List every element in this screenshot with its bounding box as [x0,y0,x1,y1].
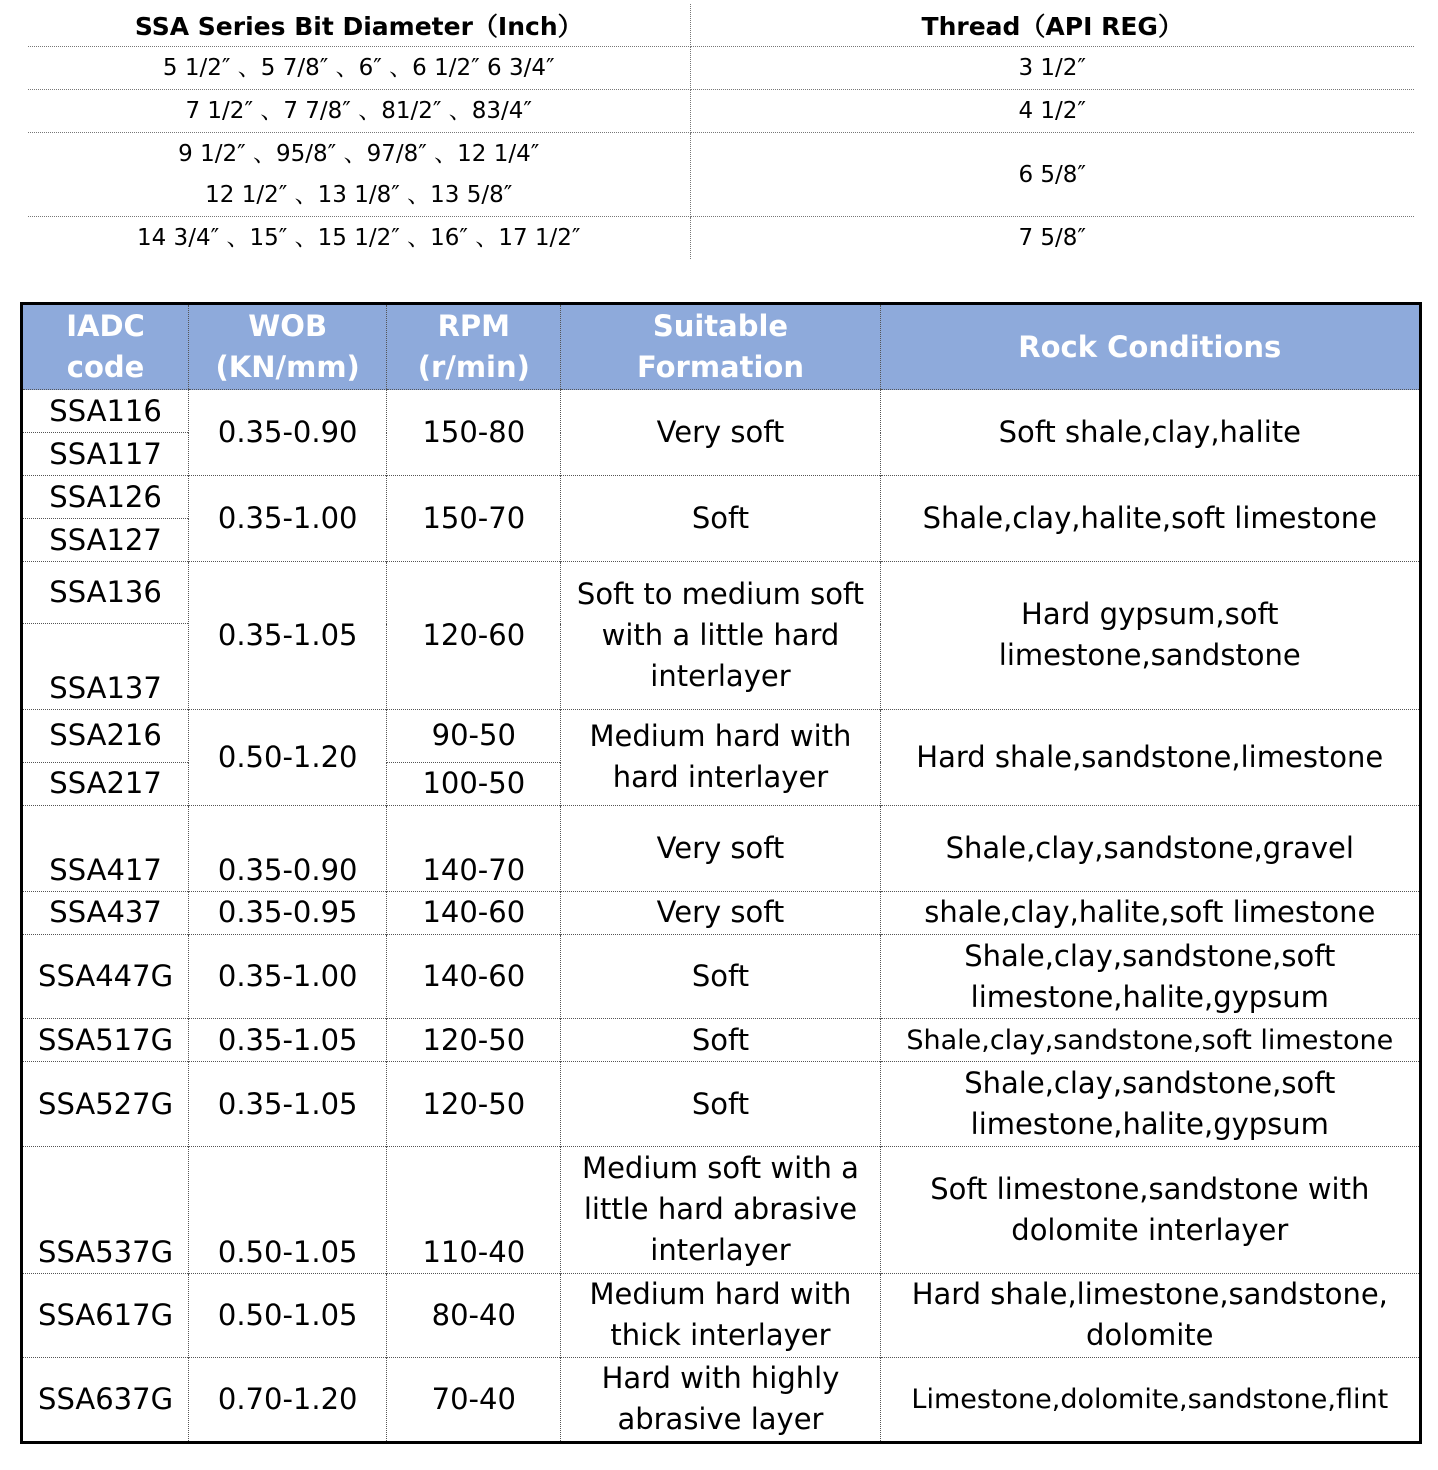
rock-conditions-cell: Hard shale,limestone,sandstone, dolomite [880,1273,1420,1357]
bit-diameter-cell: 14 3/4″ 、15″ 、15 1/2″ 、16″ 、17 1/2″ [28,217,690,260]
rpm-cell: 140-70 [387,805,561,891]
table-row [28,133,1414,217]
iadc-code-cell: SSA417 [22,805,189,891]
rpm-cell: 120-50 [387,1019,561,1062]
iadc-code-cell: SSA216 [22,709,189,762]
rock-conditions-cell: shale,clay,halite,soft limestone [880,891,1420,934]
iadc-code-cell: SSA517G [22,1019,189,1062]
thread-cell: 4 1/2″ [690,90,1414,133]
wob-cell: 0.70-1.20 [189,1357,387,1442]
rpm-cell: 120-50 [387,1062,561,1147]
wob-cell: 0.35-1.00 [189,476,387,562]
header-bit-diameter: SSA Series Bit Diameter（Inch） [28,4,690,47]
bit-diameter-cell: 5 1/2″ 、5 7/8″ 、6″ 、6 1/2″ 6 3/4″ [28,47,690,90]
formation-cell: Medium hard with hard interlayer [561,709,880,805]
rock-conditions-cell: Shale,clay,sandstone,soft limestone [880,1019,1420,1062]
table-row [28,217,1414,260]
wob-cell: 0.35-0.90 [189,390,387,476]
iadc-code-cell: SSA527G [22,1062,189,1147]
rpm-cell: 140-60 [387,891,561,934]
formation-cell: Soft [561,476,880,562]
iadc-code-cell: SSA127 [22,519,189,562]
table-row [28,90,1414,133]
table-row [22,1062,1421,1147]
table-row [22,1273,1421,1357]
rpm-cell: 140-60 [387,934,561,1018]
iadc-code-cell: SSA136 [22,562,189,624]
spec-table [20,302,1422,1444]
rpm-cell: 120-60 [387,562,561,709]
header-suitable-formation: Suitable Formation [561,304,880,390]
rock-conditions-cell: Limestone,dolomite,sandstone,flint [880,1357,1420,1442]
formation-cell: Very soft [561,891,880,934]
bit-diameter-cell: 7 1/2″ 、7 7/8″ 、81/2″ 、83/4″ [28,90,690,133]
iadc-code-cell: SSA637G [22,1357,189,1442]
iadc-code-cell: SSA217 [22,762,189,805]
header-rock-conditions: Rock Conditions [880,304,1420,390]
rpm-cell: 90-50 [387,709,561,762]
thread-table [28,4,1414,259]
rpm-cell: 150-80 [387,390,561,476]
iadc-code-cell: SSA537G [22,1147,189,1273]
table-row [22,934,1421,1018]
table-row [22,709,1421,762]
formation-cell: Medium soft with a little hard abrasive interlayer [561,1147,880,1273]
spec-table-header-row [22,304,1421,390]
bit-diameter-cell [28,133,690,217]
table-row [22,476,1421,519]
table-row [28,47,1414,90]
thread-cell: 7 5/8″ [1018,225,1087,251]
iadc-code-cell: SSA116 [22,390,189,433]
rock-conditions-cell: Hard shale,sandstone,limestone [880,709,1420,805]
formation-cell: Very soft [561,805,880,891]
formation-cell: Very soft [561,390,880,476]
wob-cell: 0.50-1.20 [189,709,387,805]
wob-cell: 0.35-1.05 [189,562,387,709]
thread-cell: 3 1/2″ [690,47,1414,90]
iadc-code-cell: SSA437 [22,891,189,934]
table-row [22,562,1421,624]
rock-conditions-cell: Soft shale,clay,halite [880,390,1420,476]
wob-cell: 0.35-1.00 [189,934,387,1018]
rpm-cell: 70-40 [387,1357,561,1442]
table-row [22,390,1421,433]
thread-cell: 6 5/8″ [690,133,1414,217]
table-row [22,891,1421,934]
table-row [22,1019,1421,1062]
rpm-cell: 100-50 [387,762,561,805]
rpm-cell: 150-70 [387,476,561,562]
header-iadc-code: IADC code [22,304,189,390]
formation-cell: Soft [561,934,880,1018]
iadc-code-cell: SSA117 [22,433,189,476]
header-wob: WOB (KN/mm) [189,304,387,390]
iadc-code-cell: SSA126 [22,476,189,519]
wob-cell: 0.50-1.05 [189,1147,387,1273]
wob-cell: 0.50-1.05 [189,1273,387,1357]
rock-conditions-cell: Shale,clay,sandstone,soft limestone,halite,gypsum [880,1062,1420,1147]
formation-cell: Soft [561,1019,880,1062]
wob-cell: 0.35-1.05 [189,1062,387,1147]
header-rpm: RPM (r/min) [387,304,561,390]
rock-conditions-cell: Shale,clay,halite,soft limestone [880,476,1420,562]
header-thread: Thread（API REG） [690,4,1414,47]
formation-cell: Hard with highly abrasive layer [561,1357,880,1442]
wob-cell: 0.35-0.95 [189,891,387,934]
iadc-code-cell: SSA617G [22,1273,189,1357]
rpm-cell: 110-40 [387,1147,561,1273]
wob-cell: 0.35-0.90 [189,805,387,891]
rock-conditions-cell: Shale,clay,sandstone,gravel [880,805,1420,891]
rock-conditions-cell: Shale,clay,sandstone,soft limestone,halite,gypsum [880,934,1420,1018]
rock-conditions-cell: Hard gypsum,soft limestone,sandstone [880,562,1420,709]
formation-cell: Soft to medium soft with a little hard interlayer [561,562,880,709]
formation-cell: Medium hard with thick interlayer [561,1273,880,1357]
iadc-code-cell: SSA447G [22,934,189,1018]
thread-table-header-row [28,4,1414,47]
rock-conditions-cell: Soft limestone,sandstone with dolomite interlayer [880,1147,1420,1273]
table-row [22,805,1421,891]
bit-diameter-line: 9 1/2″ 、95/8″ 、97/8″ 、12 1/4″ [178,140,540,167]
bit-diameter-line: 12 1/2″ 、13 1/8″ 、13 5/8″ [205,181,513,208]
formation-cell: Soft [561,1062,880,1147]
rpm-cell: 80-40 [387,1273,561,1357]
wob-cell: 0.35-1.05 [189,1019,387,1062]
table-row [22,1357,1421,1442]
iadc-code-cell: SSA137 [22,624,189,709]
table-row [22,1147,1421,1273]
